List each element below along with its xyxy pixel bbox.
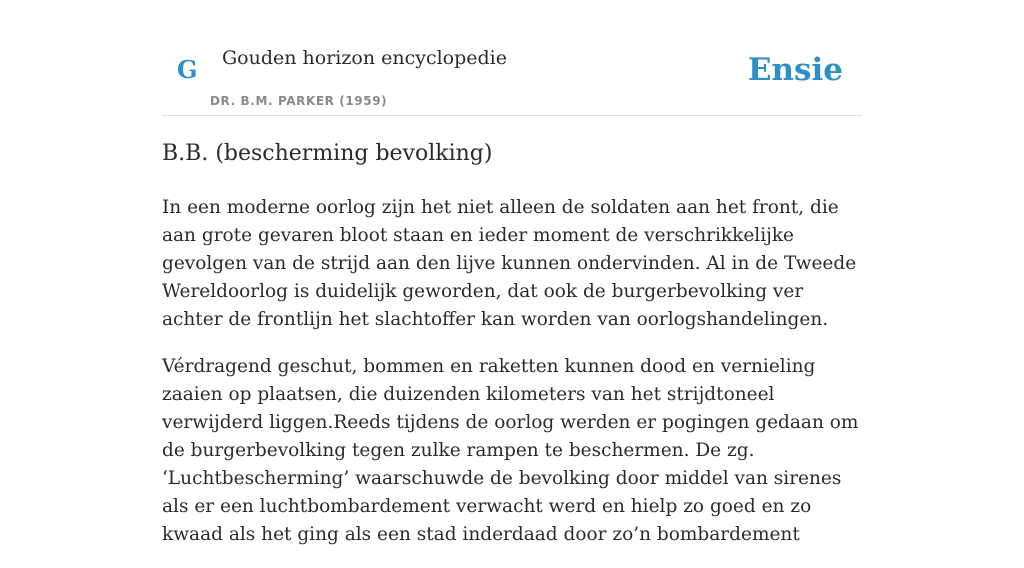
book-logo-letter[interactable]: G [177,55,198,84]
article-paragraph: In een moderne oorlog zijn het niet alleen de soldaten aan het front, die aan grote gevaren bloot staan en ieder moment de verschrikkelijke gevolgen van de strijd aan den lijve kunnen ondervinden. Al in de Tweede Wereldoorlog is duidelijk geworden, dat ook de burgerbevolking ver achter de frontlijn het slachtoffer kan worden van oorlogshandelingen. [162,197,857,330]
book-header [162,0,862,116]
brand-logo[interactable]: Ensie [747,52,843,88]
article-title: B.B. (bescherming bevolking) [162,141,493,166]
book-title[interactable]: Gouden horizon encyclopedie [222,47,507,69]
article-paragraph: Vérdragend geschut, bommen en raketten kunnen dood en vernieling zaaien op plaatsen, die duizenden kilometers van het strijdtoneel verwijderd liggen.Reeds tijdens de oorlog werden er pogingen gedaan om de burgerbevolking tegen zulke rampen te beschermen. De zg. ‘Luchtbescherming’ waarschuwde de bevolking door middel van sirenes als er een luchtbombardement verwacht werd en hielp zo goed en zo kwaad als het ging als een stad inderdaad door zo’n bombardement [162,356,859,545]
article-body [162,138,862,568]
book-author: DR. B.M. PARKER (1959) [210,94,388,108]
